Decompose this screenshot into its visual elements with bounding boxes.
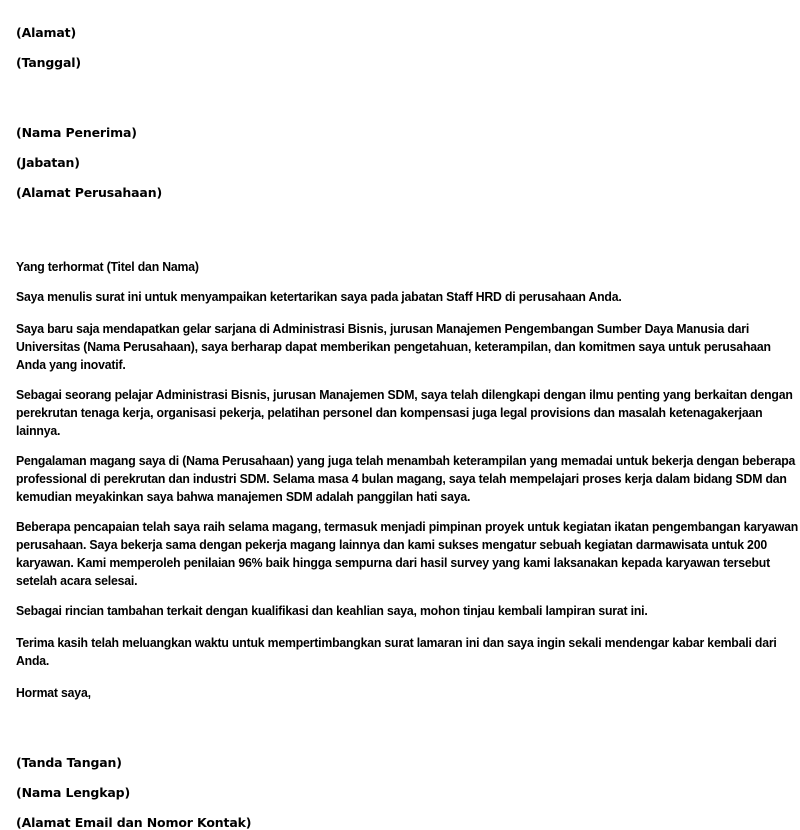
letter-paragraph: Saya menulis surat ini untuk menyampaikan ketertarikan saya pada jabatan Staff HRD di perusahaan Anda.	[16, 289, 622, 304]
spacer	[16, 170, 780, 186]
letter-paragraph: Terima kasih telah meluangkan waktu untuk mempertimbangkan surat lamaran ini dan saya ingin sekali mendengar kabar kembali dari Anda.	[16, 635, 777, 668]
recipient-position-placeholder: (Jabatan)	[16, 155, 80, 170]
letter-paragraph: Sebagai seorang pelajar Administrasi Bisnis, jurusan Manajemen SDM, saya telah dilengkapi dengan ilmu penting yang berkaitan dengan perekrutan tenaga kerja, organisasi pekerja, pelatihan personel dan kompensasi juga legal provisions dan masalah ketenagakerjaan lainnya.	[16, 387, 793, 438]
spacer	[16, 670, 780, 684]
sender-address-placeholder: (Alamat)	[16, 25, 77, 40]
spacer	[16, 140, 780, 156]
recipient-name-placeholder: (Nama Penerima)	[16, 125, 137, 140]
spacer	[16, 702, 780, 742]
sender-date-placeholder: (Tanggal)	[16, 55, 81, 70]
sender-block	[16, 26, 780, 70]
letter-closing: Hormat saya,	[16, 685, 91, 700]
letter-paragraph: Sebagai rincian tambahan terkait dengan kualifikasi dan keahlian saya, mohon tinjau kembali lampiran surat ini.	[16, 603, 648, 618]
spacer	[16, 440, 780, 452]
spacer	[16, 770, 780, 786]
contact-placeholder: (Alamat Email dan Nomor Kontak)	[16, 815, 252, 830]
letter-paragraph: Saya baru saja mendapatkan gelar sarjana di Administrasi Bisnis, jurusan Manajemen Pengembangan Sumber Daya Manusia dari Universitas (Nama Perusahaan), saya berharap dapat memberikan pengetahuan, keterampilan, dan komitmen saya untuk perusahaan Anda yang inovatif.	[16, 321, 771, 372]
spacer	[16, 506, 780, 518]
letter-paragraph: Beberapa pencapaian telah saya raih selama magang, termasuk menjadi pimpinan proyek untuk kegiatan ikatan pengembangan karyawan perusahaan. Saya bekerja sama dengan pekerja magang lainnya dan kami sukses mengatur sebuah kegiatan darmawisata untuk 200 karyawan. Kami memperoleh penilaian 96% baik hingga sempurna dari hasil survey yang kami laksanakan kepada karyawan tersebut setelah acara selesai.	[16, 519, 799, 588]
spacer	[16, 40, 780, 56]
full-name-placeholder: (Nama Lengkap)	[16, 785, 131, 800]
letter-paragraph: Pengalaman magang saya di (Nama Perusahaan) yang juga telah menambah keterampilan yang memadai untuk bekerja dengan beberapa professional di perekrutan dan industri SDM. Selama masa 4 bulan magang, saya telah mempelajari proses kerja dalam bidang SDM dan kemudian meyakinkan saya bahwa manajemen SDM adalah panggilan hati saya.	[16, 453, 796, 504]
salutation: Yang terhormat (Titel dan Nama)	[16, 259, 199, 274]
spacer	[16, 800, 780, 816]
spacer	[16, 306, 780, 320]
recipient-company-address-placeholder: (Alamat Perusahaan)	[16, 185, 163, 200]
letter-body	[16, 258, 799, 702]
spacer	[16, 70, 780, 110]
signature-placeholder: (Tanda Tangan)	[16, 755, 122, 770]
spacer	[16, 276, 780, 288]
signature-block	[16, 756, 780, 830]
spacer	[16, 200, 780, 240]
spacer	[16, 620, 780, 634]
spacer	[16, 240, 780, 258]
spacer	[16, 590, 780, 602]
spacer	[16, 742, 780, 756]
recipient-block	[16, 126, 780, 200]
spacer	[16, 374, 780, 386]
